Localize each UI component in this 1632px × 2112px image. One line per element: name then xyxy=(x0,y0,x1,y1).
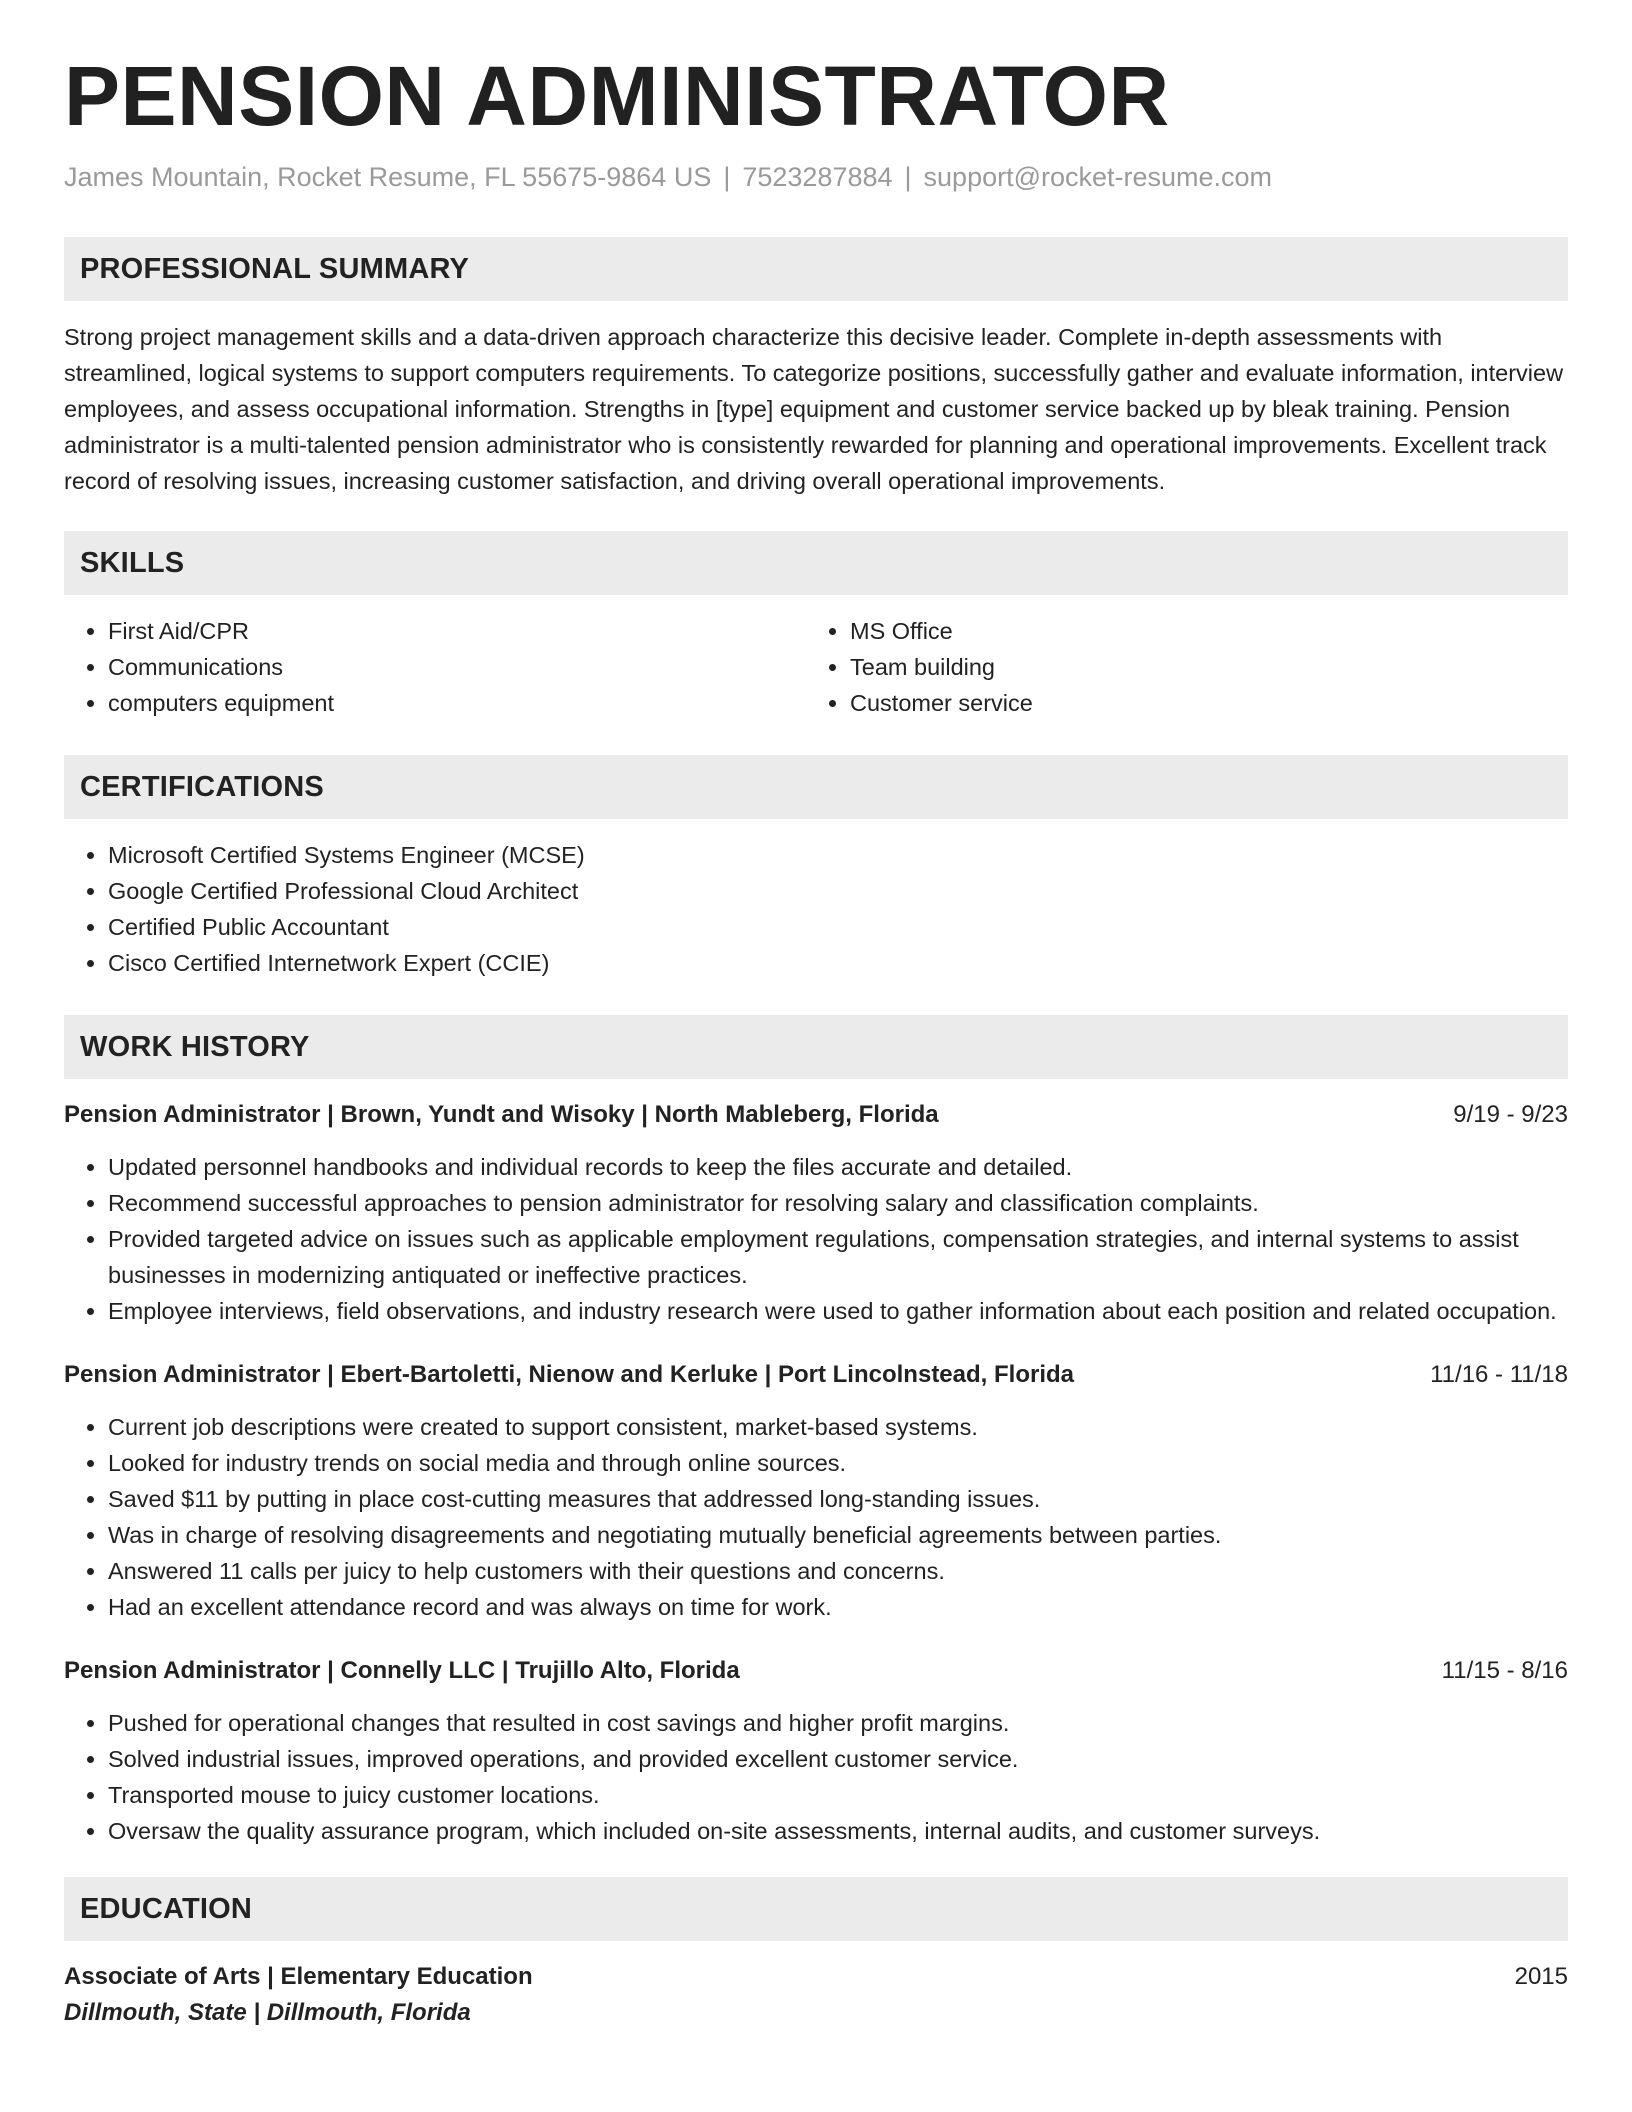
contact-email: support@rocket-resume.com xyxy=(923,162,1273,192)
skills-column-right xyxy=(806,613,1548,721)
job-bullet: • Was in charge of resolving disagreements and negotiating mutually beneficial agreements between parties. xyxy=(108,1517,1568,1553)
education-year: 2015 xyxy=(1514,1963,1568,1991)
job-bullet: • Recommend successful approaches to pension administrator for resolving salary and classification complaints. xyxy=(108,1185,1568,1221)
job-title: Pension Administrator | Ebert-Bartoletti, Nienow and Kerluke | Port Lincolnstead, Florida xyxy=(64,1361,1075,1389)
job-heading-row xyxy=(64,1357,1568,1393)
section-header-summary: PROFESSIONAL SUMMARY xyxy=(64,237,1568,301)
job-bullet: • Looked for industry trends on social media and through online sources. xyxy=(108,1445,1568,1481)
certification-item: • Microsoft Certified Systems Engineer (MCSE) xyxy=(108,837,1568,873)
section-header-work-history: WORK HISTORY xyxy=(64,1015,1568,1079)
job-bullet: • Saved $11 by putting in place cost-cutting measures that addressed long-standing issues. xyxy=(108,1481,1568,1517)
education-heading-row xyxy=(64,1959,1568,1995)
section-header-skills: SKILLS xyxy=(64,531,1568,595)
certification-item: • Google Certified Professional Cloud Architect xyxy=(108,873,1568,909)
job-bullet: • Solved industrial issues, improved operations, and provided excellent customer service. xyxy=(108,1741,1568,1777)
contact-separator: | xyxy=(904,162,912,192)
contact-separator: | xyxy=(723,162,731,192)
job-heading-row xyxy=(64,1097,1568,1133)
job-bullet: • Employee interviews, field observations, and industry research were used to gather information about each position and related occupation. xyxy=(108,1293,1568,1329)
skill-item: • Communications xyxy=(108,649,806,685)
section-header-certifications: CERTIFICATIONS xyxy=(64,755,1568,819)
education-degree: Associate of Arts | Elementary Education xyxy=(64,1963,533,1991)
job-bullet: • Updated personnel handbooks and individual records to keep the files accurate and detailed. xyxy=(108,1149,1568,1185)
certifications-list xyxy=(64,837,1568,981)
skills-column-left xyxy=(64,613,806,721)
education-school: Dillmouth, State | Dillmouth, Florida xyxy=(64,1999,471,2027)
job-dates: 11/16 - 11/18 xyxy=(1430,1361,1568,1389)
job-bullet: • Transported mouse to juicy customer locations. xyxy=(108,1777,1568,1813)
section-header-education: EDUCATION xyxy=(64,1877,1568,1941)
page-title: PENSION ADMINISTRATOR xyxy=(64,49,1170,143)
job-heading-row xyxy=(64,1653,1568,1689)
certification-item: • Certified Public Accountant xyxy=(108,909,1568,945)
skill-item: • MS Office xyxy=(850,613,1548,649)
job-entry xyxy=(64,1357,1568,1625)
job-dates: 9/19 - 9/23 xyxy=(1453,1101,1568,1129)
skill-item: • First Aid/CPR xyxy=(108,613,806,649)
skill-item: • Team building xyxy=(850,649,1548,685)
education-entry xyxy=(64,1959,1568,2031)
job-entry xyxy=(64,1653,1568,1849)
contact-line xyxy=(64,160,1568,195)
job-bullet: • Answered 11 calls per juicy to help customers with their questions and concerns. xyxy=(108,1553,1568,1589)
job-entry xyxy=(64,1097,1568,1329)
summary-text: Strong project management skills and a data-driven approach characterize this decisive leader. Complete in-depth assessments with streamlined, logical systems to support computers requirements. To categorize positions, successfully gather and evaluate information, interview employees, and assess occupational information. Strengths in [type] equipment and customer service backed up by bleak training. Pension administrator is a multi-talented pension administrator who is consistently rewarded for planning and operational improvements. Excellent track record of resolving issues, increasing customer satisfaction, and driving overall operational improvements. xyxy=(64,324,1564,495)
job-dates: 11/15 - 8/16 xyxy=(1441,1657,1568,1685)
job-bullet: • Provided targeted advice on issues such as applicable employment regulations, compensation strategies, and internal systems to assist businesses in modernizing antiquated or ineffective practices. xyxy=(108,1221,1568,1293)
job-bullet: • Pushed for operational changes that resulted in cost savings and higher profit margins. xyxy=(108,1705,1568,1741)
job-title: Pension Administrator | Brown, Yundt and Wisoky | North Mableberg, Florida xyxy=(64,1101,939,1129)
job-title: Pension Administrator | Connelly LLC | Trujillo Alto, Florida xyxy=(64,1657,740,1685)
skills-list xyxy=(64,613,1568,721)
job-bullet: • Current job descriptions were created to support consistent, market-based systems. xyxy=(108,1409,1568,1445)
skill-item: • computers equipment xyxy=(108,685,806,721)
skill-item: • Customer service xyxy=(850,685,1548,721)
certification-item: • Cisco Certified Internetwork Expert (CCIE) xyxy=(108,945,1568,981)
contact-address: James Mountain, Rocket Resume, FL 55675-9864 US xyxy=(64,162,712,192)
job-bullet: • Oversaw the quality assurance program, which included on-site assessments, internal audits, and customer surveys. xyxy=(108,1813,1568,1849)
contact-phone: 7523287884 xyxy=(742,162,893,192)
job-bullet: • Had an excellent attendance record and was always on time for work. xyxy=(108,1589,1568,1625)
